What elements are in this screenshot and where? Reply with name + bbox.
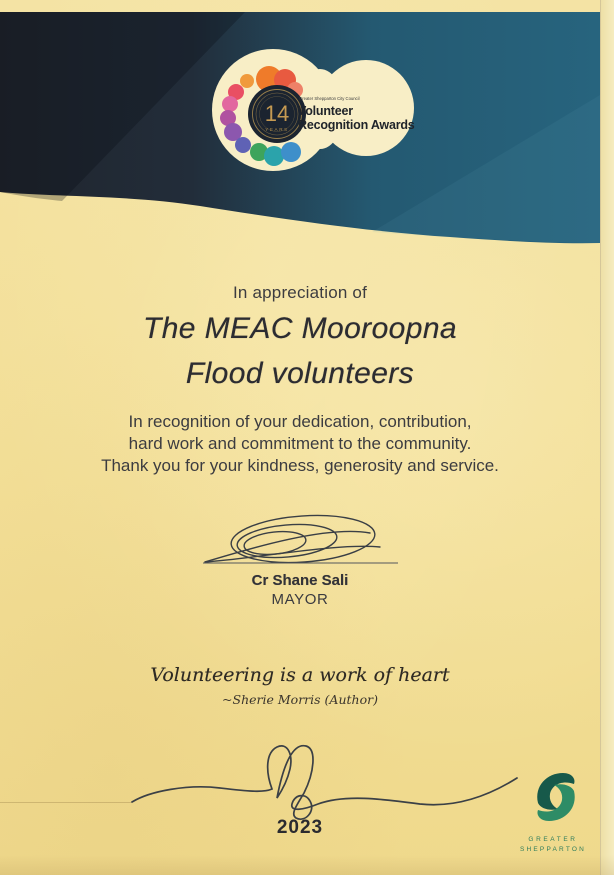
logo-dot bbox=[235, 137, 251, 153]
message-line2: hard work and commitment to the community. bbox=[128, 434, 472, 453]
recognition-message bbox=[0, 411, 600, 477]
heart-flourish bbox=[120, 735, 530, 830]
message-line3: Thank you for your kindness, generosity and service. bbox=[101, 456, 499, 475]
badge-caption: YEARS bbox=[265, 127, 289, 132]
quote-text: Volunteering is a work of heart bbox=[150, 664, 450, 686]
recipient-name bbox=[0, 306, 600, 396]
recipient-line1: The MEAC Mooroopna bbox=[142, 312, 457, 345]
award-title-line2: Recognition Awards bbox=[298, 118, 415, 132]
logo-dot bbox=[281, 142, 301, 162]
logo-dot bbox=[264, 146, 284, 166]
paper-bottom-shadow bbox=[0, 855, 614, 875]
signatory-title: MAYOR bbox=[271, 591, 329, 608]
year-label: 2023 bbox=[276, 817, 324, 838]
logo-text-line2: SHEPPARTON bbox=[519, 846, 587, 853]
message-line1: In recognition of your dedication, contribution, bbox=[128, 412, 472, 431]
intro-text: In appreciation of bbox=[232, 283, 368, 302]
header-band bbox=[0, 0, 600, 260]
signatory-name: Cr Shane Sali bbox=[251, 572, 349, 589]
greater-shepparton-logo bbox=[505, 765, 605, 860]
logo-dot bbox=[240, 74, 254, 88]
badge-number: 14 bbox=[264, 101, 290, 126]
award-title-line1: Volunteer bbox=[298, 104, 353, 118]
logo-text-line1: GREATER bbox=[528, 836, 578, 843]
council-name-small: Greater Shepparton City Council bbox=[299, 96, 360, 101]
quote-attribution: ~Sherie Morris (Author) bbox=[222, 692, 378, 707]
paper-right-edge bbox=[600, 0, 614, 875]
logo-dot bbox=[222, 96, 238, 112]
recipient-line2: Flood volunteers bbox=[185, 357, 415, 390]
paper-crease bbox=[0, 802, 131, 803]
